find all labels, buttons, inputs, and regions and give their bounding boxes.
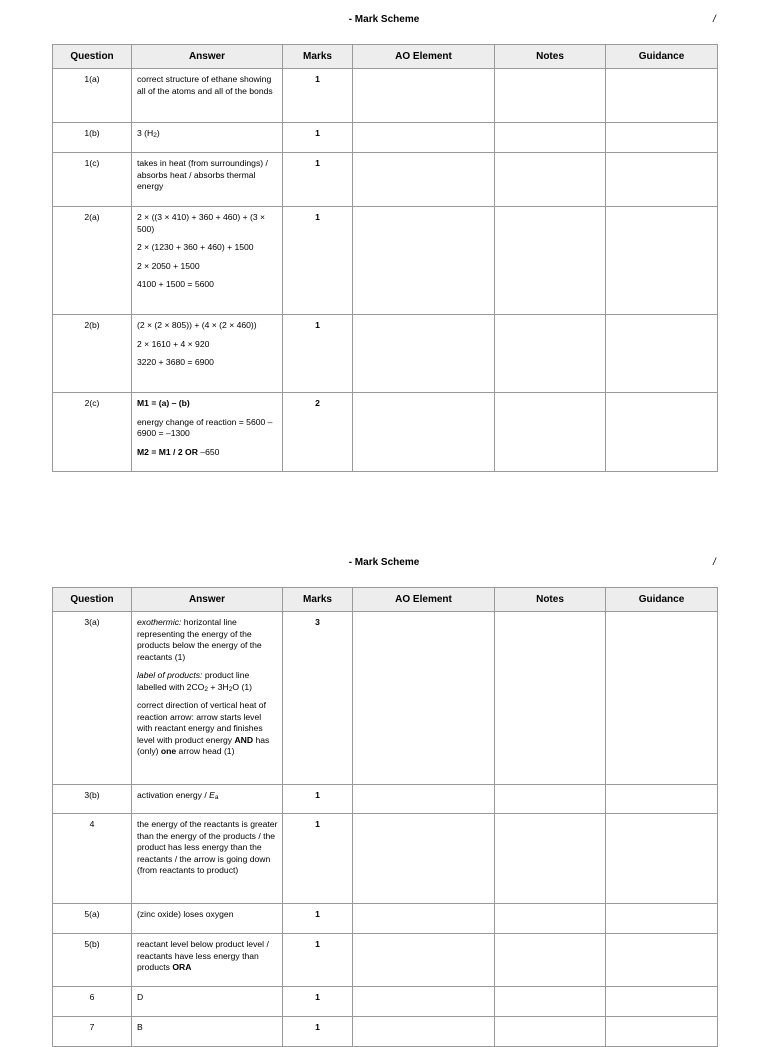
answer-cell [132,393,283,472]
table-row [53,315,718,393]
question-cell: 5(b) [53,934,132,987]
ao-element-cell [353,1017,495,1047]
and-keyword: AND [234,734,254,745]
answer-text: reactant level below product level / reactants have less energy than products [137,939,269,972]
guidance-cell [606,987,718,1017]
notes-cell [495,393,606,472]
ora-keyword: ORA [172,962,192,972]
notes-cell [495,315,606,393]
guidance-cell [606,207,718,315]
answer-cell [132,123,283,153]
guidance-cell [606,814,718,904]
question-cell: 1(a) [53,69,132,123]
ao-element-cell [353,69,495,123]
answer-cell [132,315,283,393]
answer-cell [132,1017,283,1047]
table-row [53,987,718,1017]
notes-cell [495,1017,606,1047]
table-header-row [53,588,718,612]
ao-element-cell [353,153,495,207]
answer-text: horizontal line representing the energy of the products below the energy of the reactants (1) [137,617,262,662]
guidance-cell [606,69,718,123]
ao-element-cell [353,393,495,472]
answer-text: D [137,992,144,1002]
ao-element-cell [353,987,495,1017]
answer-line: 2 × ((3 × 410) + 360 + 460) + (3 × 500) [137,212,266,234]
guidance-cell [606,315,718,393]
guidance-cell [606,153,718,207]
answer-symbol: E [209,790,215,800]
table-row [53,123,718,153]
answer-cell [132,814,283,904]
answer-text: correct structure of ethane showing all of the atoms and all of the bonds [137,74,273,96]
column-header-notes: Notes [495,45,606,69]
answer-text: –650 [197,446,220,457]
question-cell: 2(b) [53,315,132,393]
guidance-cell [606,612,718,785]
table-row [53,934,718,987]
answer-text: product line labelled with 2CO [137,670,250,692]
answer-text: has (only) [137,734,270,756]
answer-text: arrow head (1) [176,746,235,756]
ao-element-cell [353,904,495,934]
notes-cell [495,904,606,934]
marks-cell: 1 [283,315,353,393]
answer-cell [132,153,283,207]
answer-term: label of products: [137,670,203,680]
table-row [53,785,718,814]
guidance-cell [606,393,718,472]
mark-scheme-table-2 [52,587,718,1047]
column-header-marks: Marks [283,588,353,612]
notes-cell [495,207,606,315]
marks-cell: 1 [283,1017,353,1047]
question-cell: 2(a) [53,207,132,315]
column-header-guidance: Guidance [606,588,718,612]
guidance-cell [606,123,718,153]
question-cell: 3(b) [53,785,132,814]
answer-cell [132,934,283,987]
notes-cell [495,612,606,785]
column-header-ao-element: AO Element [353,588,495,612]
answer-cell [132,69,283,123]
answer-cell [132,904,283,934]
answer-line: 2 × 1610 + 4 × 920 [137,338,210,349]
answer-line: 4100 + 1500 = 5600 [137,279,214,289]
answer-text: activation energy / [137,790,210,800]
column-header-marks: Marks [283,45,353,69]
answer-line: 2 × 2050 + 1500 [137,260,200,271]
table-row [53,814,718,904]
marks-cell: 1 [283,785,353,814]
answer-text: the energy of the reactants is greater than the energy of the products / the product has less energy than the reactants / the arrow is going down (from reactants to product) [137,819,278,875]
table-row [53,1017,718,1047]
question-cell: 3(a) [53,612,132,785]
page-header-title: - Mark Scheme [348,557,420,568]
table-row [53,904,718,934]
answer-text: (zinc oxide) loses oxygen [137,909,234,919]
table-row [53,207,718,315]
marks-cell: 1 [283,814,353,904]
answer-cell [132,987,283,1017]
subscript: 2 [153,132,157,139]
marks-cell: 1 [283,904,353,934]
table-row [53,393,718,472]
marks-cell: 1 [283,934,353,987]
answer-line: (2 × (2 × 805)) + (4 × (2 × 460)) [137,320,257,330]
question-cell: 7 [53,1017,132,1047]
answer-cell [132,785,283,814]
page-header-slash: / [713,14,716,25]
table-row [53,69,718,123]
column-header-question: Question [53,588,132,612]
answer-line: 3220 + 3680 = 6900 [137,357,214,367]
answer-line: M2 = M1 / 2 [137,446,183,457]
column-header-answer: Answer [132,588,283,612]
subscript: a [214,794,219,801]
column-header-question: Question [53,45,132,69]
ao-element-cell [353,315,495,393]
subscript: 2 [228,685,233,693]
answer-text: + 3H [207,681,229,692]
marks-cell: 2 [283,393,353,472]
ao-element-cell [353,785,495,814]
answer-cell [132,207,283,315]
mark-scheme-table-1 [52,44,718,472]
question-cell: 5(a) [53,904,132,934]
ao-element-cell [353,207,495,315]
guidance-cell [606,934,718,987]
guidance-cell [606,904,718,934]
page-header-title: - Mark Scheme [348,14,420,25]
answer-line: 2 × (1230 + 360 + 460) + 1500 [137,242,254,252]
question-cell: 1(c) [53,153,132,207]
answer-text: takes in heat (from surroundings) / absorbs heat / absorbs thermal energy [137,158,268,191]
answer-text: correct direction of vertical heat of reaction arrow: arrow starts level with reactant energy and finishes level with product energy [137,700,266,745]
notes-cell [495,785,606,814]
answer-term: exothermic: [137,617,182,627]
ao-element-cell [353,612,495,785]
subscript: 2 [204,685,208,693]
table-row [53,153,718,207]
column-header-answer: Answer [132,45,283,69]
notes-cell [495,123,606,153]
page-header-slash: / [713,557,716,568]
marks-cell: 1 [283,69,353,123]
answer-text: O (1) [232,681,252,692]
question-cell: 4 [53,814,132,904]
marks-cell: 1 [283,987,353,1017]
question-cell: 1(b) [53,123,132,153]
notes-cell [495,69,606,123]
notes-cell [495,814,606,904]
answer-line: M1 = (a) – (b) [137,398,190,408]
guidance-cell [606,785,718,814]
notes-cell [495,934,606,987]
question-cell: 2(c) [53,393,132,472]
notes-cell [495,987,606,1017]
answer-text: 3 (H [137,128,154,138]
marks-cell: 1 [283,123,353,153]
marks-cell: 1 [283,153,353,207]
marks-cell: 3 [283,612,353,785]
or-keyword: OR [185,446,198,457]
notes-cell [495,153,606,207]
ao-element-cell [353,814,495,904]
answer-text: B [137,1022,143,1032]
answer-text: ) [156,128,160,138]
answer-cell [132,612,283,785]
guidance-cell [606,1017,718,1047]
ao-element-cell [353,123,495,153]
question-cell: 6 [53,987,132,1017]
column-header-guidance: Guidance [606,45,718,69]
column-header-notes: Notes [495,588,606,612]
ao-element-cell [353,934,495,987]
table-row [53,612,718,785]
answer-line: energy change of reaction = 5600 – 6900 = –1300 [137,416,273,438]
column-header-ao-element: AO Element [353,45,495,69]
table-header-row [53,45,718,69]
one-keyword: one [160,746,177,756]
marks-cell: 1 [283,207,353,315]
